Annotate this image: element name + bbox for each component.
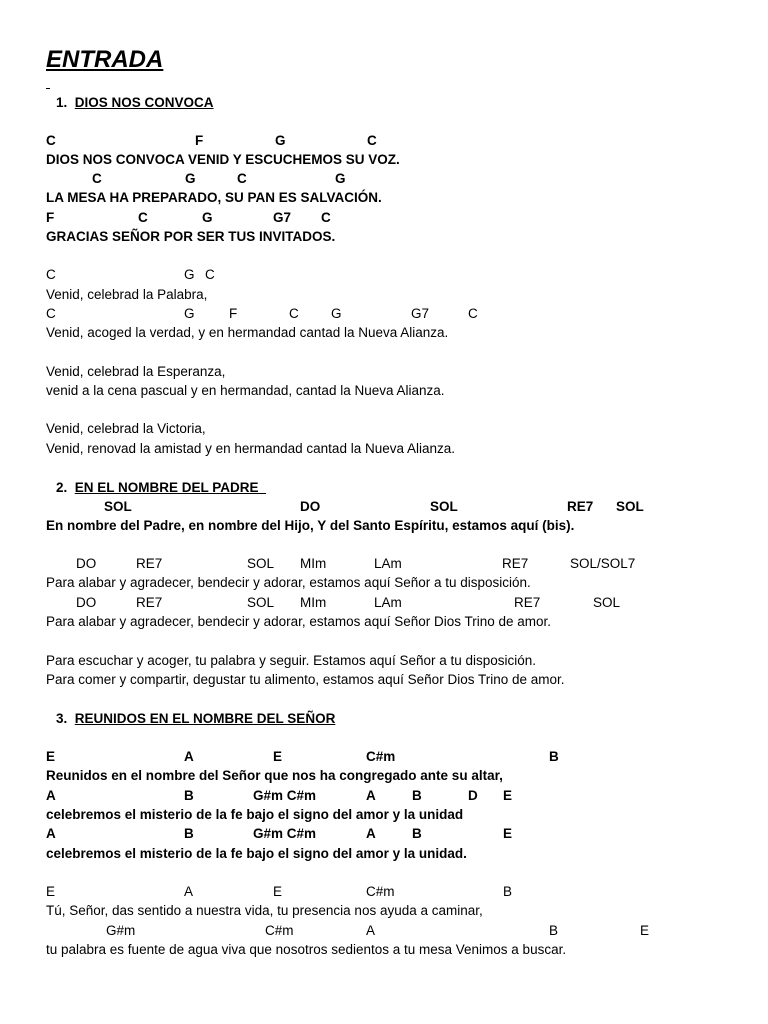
chord: G: [184, 306, 195, 321]
song-heading-1: [56, 95, 214, 111]
chord: DO: [76, 556, 97, 571]
chord: E: [273, 749, 283, 764]
chord: LAm: [374, 556, 402, 571]
chord: E: [273, 884, 283, 899]
chord: A: [366, 788, 376, 803]
chord: B: [412, 788, 422, 803]
chord: E: [46, 884, 56, 899]
chord: G: [185, 171, 196, 186]
chord: A: [184, 884, 194, 899]
chord: G: [331, 306, 342, 321]
chord: RE7: [502, 556, 529, 571]
lyric-line: Reunidos en el nombre del Señor que nos ha congregado ante su altar,: [46, 768, 503, 783]
chord: C#m: [366, 749, 396, 764]
chord: SOL: [247, 595, 275, 610]
chord: G7: [411, 306, 430, 321]
lyric-line: Para escuchar y acoger, tu palabra y seguir. Estamos aquí Señor a tu disposición.: [46, 653, 537, 668]
chord: C: [468, 306, 478, 321]
chord: SOL: [104, 499, 132, 514]
song-heading-3: [56, 711, 335, 727]
chord: C: [138, 210, 148, 225]
chord: RE7: [567, 499, 594, 514]
chord: C: [46, 133, 56, 148]
chord: B: [549, 923, 559, 938]
lyric-line: Para comer y compartir, degustar tu alimento, estamos aquí Señor Dios Trino de amor.: [46, 672, 565, 687]
chord: C: [46, 267, 56, 282]
chord: A: [46, 826, 56, 841]
chord: MIm: [300, 595, 327, 610]
chord: G: [184, 267, 195, 282]
lyric-line: venid a la cena pascual y en hermandad, cantad la Nueva Alianza.: [46, 383, 445, 398]
page-title: ENTRADA: [46, 46, 164, 73]
divider: [46, 88, 50, 89]
chord: B: [503, 884, 513, 899]
chord: DO: [76, 595, 97, 610]
lyric-line: celebremos el misterio de la fe bajo el signo del amor y la unidad: [46, 807, 464, 822]
chord: SOL/SOL7: [570, 556, 636, 571]
chord: D: [468, 788, 478, 803]
chord: C#m: [265, 923, 294, 938]
song-heading-2: [56, 480, 266, 496]
chord: SOL: [593, 595, 621, 610]
chord: F: [46, 210, 55, 225]
lyric-line: DIOS NOS CONVOCA VENID Y ESCUCHEMOS SU VOZ.: [46, 152, 400, 167]
chord: B: [549, 749, 559, 764]
lyric-line: LA MESA HA PREPARADO, SU PAN ES SALVACIÓN.: [46, 190, 382, 205]
chord: A: [366, 826, 376, 841]
chord: E: [503, 788, 513, 803]
chord: SOL: [247, 556, 275, 571]
chord: F: [195, 133, 204, 148]
chord: A: [46, 788, 56, 803]
song-number: 1.: [56, 95, 68, 110]
chord: DO: [300, 499, 321, 514]
chord: E: [46, 749, 56, 764]
lyric-line: GRACIAS SEÑOR POR SER TUS INVITADOS.: [46, 229, 336, 244]
song-number: 2.: [56, 480, 68, 495]
song-number: 3.: [56, 711, 68, 726]
lyric-line: Venid, acoged la verdad, y en hermandad cantad la Nueva Alianza.: [46, 325, 449, 340]
song-title: EN EL NOMBRE DEL PADRE: [74, 480, 259, 495]
chord: MIm: [300, 556, 327, 571]
chord: G: [202, 210, 213, 225]
chord: RE7: [136, 595, 163, 610]
chord: F: [229, 306, 238, 321]
chord: G7: [273, 210, 292, 225]
chord: G: [275, 133, 286, 148]
lyric-line: Venid, celebrad la Palabra,: [46, 287, 208, 302]
lyric-line: celebremos el misterio de la fe bajo el signo del amor y la unidad.: [46, 846, 467, 861]
chord: SOL: [430, 499, 458, 514]
lyric-line: En nombre del Padre, en nombre del Hijo, Y del Santo Espíritu, estamos aquí (bis).: [46, 518, 575, 533]
lyric-line: Para alabar y agradecer, bendecir y adorar, estamos aquí Señor Dios Trino de amor.: [46, 614, 552, 629]
chord: C: [321, 210, 331, 225]
chord: G#m C#m: [253, 826, 317, 841]
lyric-line: Tú, Señor, das sentido a nuestra vida, tu presencia nos ayuda a caminar,: [46, 903, 483, 918]
chord: A: [366, 923, 376, 938]
chord: C: [289, 306, 299, 321]
lyric-line: Para alabar y agradecer, bendecir y adorar, estamos aquí Señor a tu disposición.: [46, 575, 531, 590]
chord: C: [92, 171, 102, 186]
chord: C: [367, 133, 377, 148]
chord: C: [205, 267, 215, 282]
song-title: DIOS NOS CONVOCA: [74, 95, 214, 110]
chord: C: [237, 171, 247, 186]
lyric-line: Venid, celebrad la Esperanza,: [46, 364, 226, 379]
chord: B: [184, 788, 194, 803]
chord: LAm: [374, 595, 402, 610]
chord: C#m: [366, 884, 395, 899]
lyric-line: Venid, renovad la amistad y en hermandad cantad la Nueva Alianza.: [46, 441, 456, 456]
chord: RE7: [136, 556, 163, 571]
chord: E: [503, 826, 513, 841]
song-title: REUNIDOS EN EL NOMBRE DEL SEÑOR: [74, 711, 336, 726]
lyric-line: Venid, celebrad la Victoria,: [46, 421, 206, 436]
chord: SOL: [616, 499, 644, 514]
chord: RE7: [514, 595, 541, 610]
chord: G: [335, 171, 346, 186]
chord: G#m C#m: [253, 788, 317, 803]
chord: E: [640, 923, 650, 938]
chord: G#m: [106, 923, 136, 938]
lyric-line: tu palabra es fuente de agua viva que nosotros sedientos a tu mesa Venimos a buscar.: [46, 942, 567, 957]
chord: A: [184, 749, 194, 764]
chord: B: [184, 826, 194, 841]
chord: B: [412, 826, 422, 841]
chord: C: [46, 306, 56, 321]
